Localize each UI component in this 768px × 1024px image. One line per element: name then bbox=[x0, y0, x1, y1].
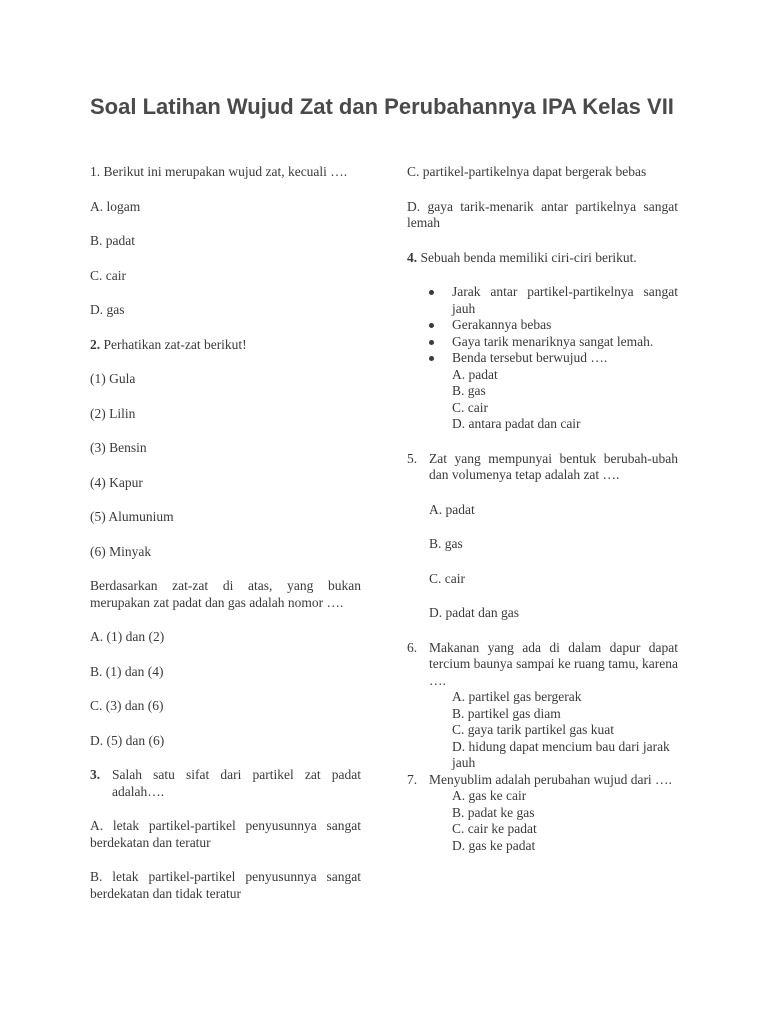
q6-option-a: A. partikel gas bergerak bbox=[452, 689, 582, 704]
q5-option-a: A. padat bbox=[429, 501, 475, 517]
q3-option-d: D. gaya tarik-menarik antar partikelnya sangat lemah bbox=[407, 198, 678, 230]
list-item bbox=[407, 284, 678, 317]
q4-option-c: C. cair bbox=[452, 399, 488, 415]
q7-option-b: B. padat ke gas bbox=[452, 804, 535, 820]
q4-bullet-1: Jarak antar partikel-partikelnya sangat jauh bbox=[452, 284, 678, 316]
question-4 bbox=[407, 250, 678, 267]
question-5 bbox=[407, 451, 678, 484]
question-7-text: Menyublim adalah perubahan wujud dari …. bbox=[429, 771, 672, 787]
q3-option-c: C. partikel-partikelnya dapat bergerak bebas bbox=[407, 164, 647, 179]
question-5-text: Zat yang mempunyai bentuk berubah-ubah dan volumenya tetap adalah zat …. bbox=[429, 450, 678, 482]
bullet-icon bbox=[429, 356, 434, 361]
q4-bullet-4: Benda tersebut berwujud …. bbox=[452, 350, 608, 365]
question-2-prompt: Berdasarkan zat-zat di atas, yang bukan merupakan zat padat dan gas adalah nomor …. bbox=[90, 578, 361, 610]
question-2-text: Perhatikan zat-zat berikut! bbox=[100, 336, 247, 352]
bullet-icon bbox=[429, 323, 434, 328]
question-6 bbox=[407, 640, 678, 690]
q2-option-d: D. (5) dan (6) bbox=[90, 732, 165, 748]
q7-option-c: C. cair ke padat bbox=[452, 821, 537, 836]
q2-option-a: A. (1) dan (2) bbox=[90, 629, 165, 644]
question-4-number: 4. bbox=[407, 249, 418, 265]
q5-option-b: B. gas bbox=[429, 536, 463, 551]
q2-option-b: B. (1) dan (4) bbox=[90, 663, 164, 679]
q7-option-a: A. gas ke cair bbox=[452, 788, 527, 803]
left-column bbox=[90, 164, 361, 902]
list-item bbox=[407, 334, 678, 351]
right-column bbox=[407, 164, 678, 854]
question-3-text: Salah satu sifat dari partikel zat padat adalah…. bbox=[112, 767, 361, 799]
q1-option-c: C. cair bbox=[90, 267, 126, 283]
question-2-number: 2. bbox=[90, 336, 101, 352]
q2-option-c: C. (3) dan (6) bbox=[90, 698, 164, 713]
question-6-text: Makanan yang ada di dalam dapur dapat tercium baunya sampai ke ruang tamu, karena …. bbox=[429, 639, 678, 688]
page-title: Soal Latihan Wujud Zat dan Perubahannya IPA Kelas VII bbox=[90, 94, 674, 119]
question-6-number: 6. bbox=[407, 639, 418, 655]
q1-option-b: B. padat bbox=[90, 233, 135, 248]
q5-option-d: D. padat dan gas bbox=[429, 605, 519, 620]
question-5-number: 5. bbox=[407, 450, 418, 466]
q2-item-2: (2) Lilin bbox=[90, 405, 136, 421]
q2-item-5: (5) Alumunium bbox=[90, 509, 174, 524]
q6-option-b: B. partikel gas diam bbox=[452, 705, 561, 721]
q1-option-d: D. gas bbox=[90, 302, 125, 317]
question-2 bbox=[90, 337, 361, 354]
q6-option-c: C. gaya tarik partikel gas kuat bbox=[452, 722, 614, 737]
question-7 bbox=[407, 772, 678, 789]
q7-option-d: D. gas ke padat bbox=[452, 837, 536, 853]
bullet-icon bbox=[429, 290, 434, 295]
q2-item-4: (4) Kapur bbox=[90, 474, 143, 490]
list-item bbox=[407, 350, 678, 367]
q2-item-1: (1) Gula bbox=[90, 371, 136, 386]
question-3-number: 3. bbox=[90, 767, 101, 782]
q3-option-a: A. letak partikel-partikel penyusunnya sangat berdekatan dan teratur bbox=[90, 818, 361, 850]
q4-bullet-2: Gerakannya bebas bbox=[452, 317, 552, 332]
question-1: 1. Berikut ini merupakan wujud zat, kecuali …. bbox=[90, 164, 348, 179]
q4-option-a: A. padat bbox=[452, 366, 498, 382]
question-4-text: Sebuah benda memiliki ciri-ciri berikut. bbox=[417, 249, 637, 265]
q3-option-b: B. letak partikel-partikel penyusunnya sangat berdekatan dan tidak teratur bbox=[90, 869, 361, 901]
question-3 bbox=[90, 767, 361, 800]
q4-bullet-3: Gaya tarik menariknya sangat lemah. bbox=[452, 333, 654, 349]
q4-bullet-list bbox=[407, 284, 678, 367]
q4-option-d: D. antara padat dan cair bbox=[452, 416, 581, 431]
list-item bbox=[407, 317, 678, 334]
bullet-icon bbox=[429, 340, 434, 345]
q6-option-d: D. hidung dapat mencium bau dari jarak jauh bbox=[452, 738, 670, 770]
q1-option-a: A. logam bbox=[90, 198, 141, 214]
question-7-number: 7. bbox=[407, 771, 418, 787]
q2-item-3: (3) Bensin bbox=[90, 440, 147, 455]
q2-item-6: (6) Minyak bbox=[90, 543, 152, 559]
q5-option-c: C. cair bbox=[429, 570, 465, 586]
q4-option-b: B. gas bbox=[452, 383, 486, 398]
